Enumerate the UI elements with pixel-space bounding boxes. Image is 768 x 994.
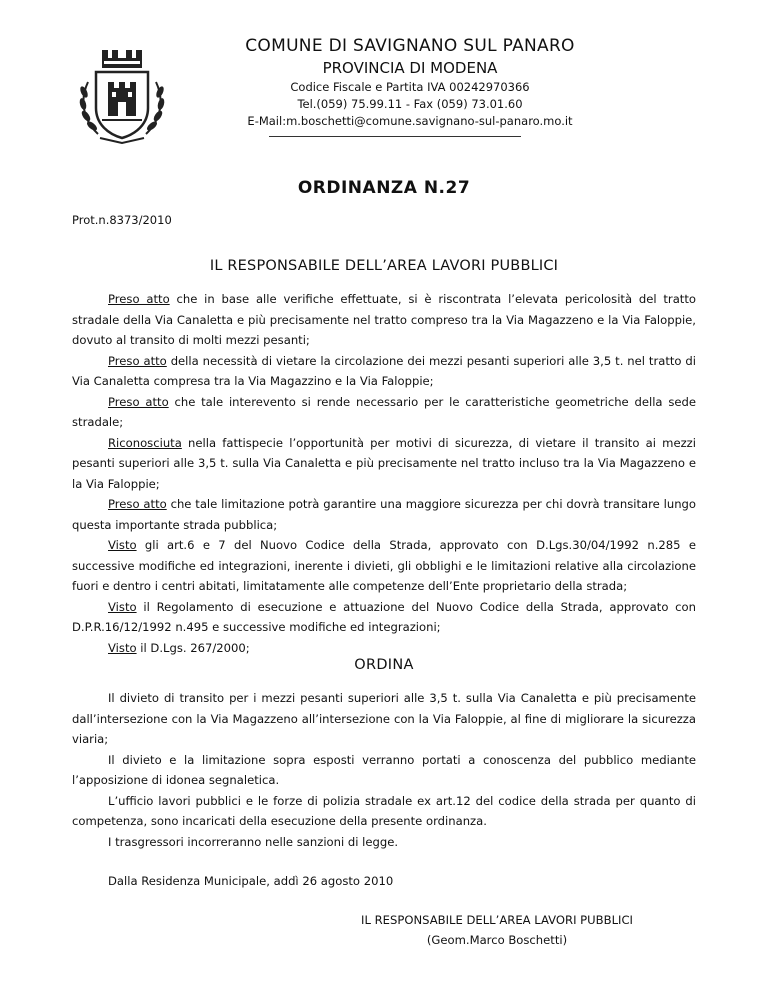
premessa-text: della necessità di vietare la circolazione dei mezzi pesanti superiori alle 3,5 t. nel tratto di Via Canaletta compresa tra la Via Magazzino e la Via Faloppie;: [72, 353, 697, 388]
ordina-title: ORDINA: [354, 657, 414, 673]
premessa-lead: Riconosciuta: [108, 435, 182, 450]
premesse-section: [72, 289, 696, 658]
header-divider: [269, 136, 521, 137]
premessa-lead: Visto: [108, 599, 137, 614]
premessa-paragraph: [72, 638, 696, 659]
dispositivo-paragraph: Il divieto di transito per i mezzi pesanti superiori alle 3,5 t. sulla Via Canaletta e più precisamente dall’intersezione con la Via Magazzeno all’intersezione con la Via Faloppie, al fine di migliorare la sicurezza viaria;: [72, 691, 696, 746]
premessa-paragraph: [72, 392, 696, 433]
premessa-text: nella fattispecie l’opportunità per motivi di sicurezza, di vietare il transito ai mezzi pesanti superiori alle 3,5 t. sulla Via Canaletta e più precisamente nel tratto incluso tra la Via Magazzeno e la Via Faloppie;: [72, 435, 696, 491]
provincia-name: PROVINCIA DI MODENA: [322, 59, 498, 77]
premessa-text: il D.Lgs. 267/2000;: [136, 640, 250, 655]
codice-fiscale: Codice Fiscale e Partita IVA 00242970366: [290, 80, 530, 94]
premessa-paragraph: [72, 433, 696, 495]
premessa-lead: Visto: [108, 538, 137, 552]
premessa-lead: Preso atto: [108, 353, 167, 368]
responsabile-title: IL RESPONSABILE DELL’AREA LAVORI PUBBLICI: [209, 258, 559, 274]
email-address: E-Mail:m.boschetti@comune.savignano-sul-panaro.mo.it: [247, 114, 573, 128]
premessa-text: gli art.6 e 7 del Nuovo Codice della Strada, approvato con D.Lgs.30/04/1992 n.285 e successive modifiche ed integrazioni, inerente i divieti, gli obblighi e le limitazioni relative alla circolazione fuori e dentro i centri abitati, limitatamente alle competenze dell’Ente proprietario della strada;: [72, 538, 696, 593]
premessa-lead: Preso atto: [108, 292, 170, 306]
premessa-text: che tale interevento si rende necessario per le caratteristiche geometriche della sede stradale;: [72, 394, 696, 429]
premessa-text: che in base alle verifiche effettuate, si è riscontrata l’elevata pericolosità del tratto stradale della Via Canaletta e più precisamente nel tratto compreso tra la Via Magazzeno e la Via Faloppie, dovuto al transito di molti mezzi pesanti;: [72, 292, 696, 347]
protocol-number: Prot.n.8373/2010: [72, 213, 172, 227]
dispositivo-paragraph: L’ufficio lavori pubblici e le forze di polizia stradale ex art.12 del codice della strada per quanto di competenza, sono incaricati della esecuzione della presente ordinanza.: [72, 793, 696, 828]
premessa-paragraph: [72, 351, 696, 392]
municipal-crest-icon: [74, 44, 170, 144]
signatory-name: (Geom.Marco Boschetti): [426, 933, 568, 947]
signatory-role: IL RESPONSABILE DELL’AREA LAVORI PUBBLICI: [361, 913, 633, 927]
premessa-paragraph: [72, 597, 696, 638]
date-place: Dalla Residenza Municipale, addì 26 agosto 2010: [108, 874, 394, 888]
premessa-paragraph: [72, 494, 696, 535]
premessa-text: che tale limitazione potrà garantire una maggiore sicurezza per chi dovrà transitare lungo questa importante strada pubblica;: [72, 497, 696, 532]
comune-name: COMUNE DI SAVIGNANO SUL PANARO: [245, 36, 575, 56]
premessa-paragraph: [72, 289, 696, 351]
premessa-text: il Regolamento di esecuzione e attuazione del Nuovo Codice della Strada, approvato con D.P.R.16/12/1992 n.495 e successive modifiche ed integrazioni;: [72, 599, 696, 634]
dispositivo-paragraph: I trasgressori incorreranno nelle sanzioni di legge.: [108, 834, 399, 849]
dispositivo-paragraph: Il divieto e la limitazione sopra esposti verranno portati a conoscenza del pubblico mediante l’apposizione di idonea segnaletica.: [72, 752, 696, 787]
tel-fax: Tel.(059) 75.99.11 - Fax (059) 73.01.60: [297, 97, 523, 111]
dispositivo-section: [72, 688, 696, 852]
ordinanza-title: ORDINANZA N.27: [297, 178, 471, 198]
premessa-lead: Preso atto: [108, 394, 169, 409]
premessa-lead: Visto: [108, 640, 137, 655]
premessa-lead: Preso atto: [108, 497, 167, 511]
premessa-paragraph: [72, 535, 696, 597]
